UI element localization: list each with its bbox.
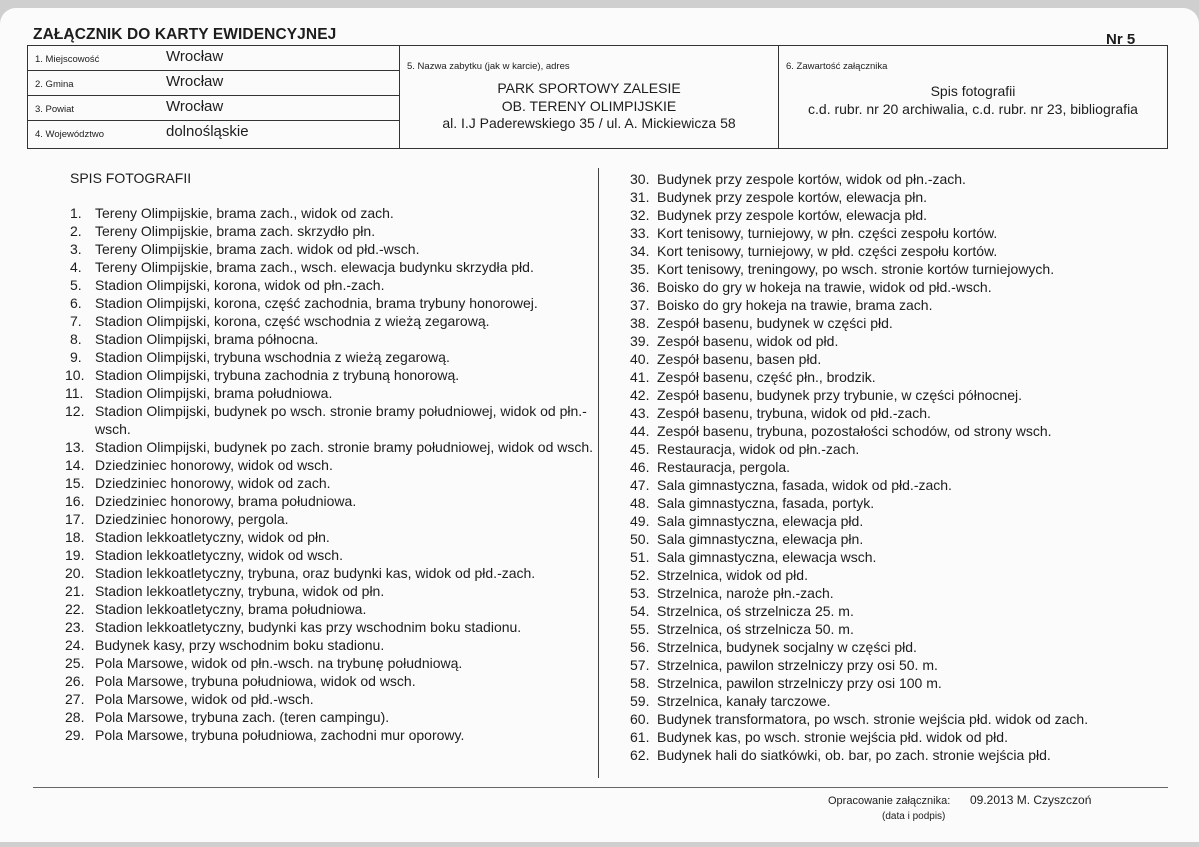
photo-number: 58. [630,675,650,691]
photo-description: Zespół basenu, budynek przy trybunie, w części północnej. [657,387,1022,403]
photo-description: Tereny Olimpijskie, brama zach., widok od zach. [95,205,394,221]
contents-line: Spis fotografii [930,83,1016,99]
photo-number: 44. [630,423,650,439]
field-label: 1. Miejscowość [35,54,100,65]
photo-list-item [632,530,1192,548]
photo-number: 48. [630,495,650,511]
photo-list-item [632,692,1192,710]
photo-description: Strzelnica, widok od płd. [657,567,808,583]
photo-description: Dziedziniec honorowy, widok od zach. [95,475,331,491]
photo-number: 3. [70,241,82,257]
photo-description: Tereny Olimpijskie, brama zach. widok od płd.-wsch. [95,241,420,257]
photo-list-item [632,746,1192,764]
field-commune [28,71,399,96]
photo-list-item [70,294,595,312]
photo-list-item [632,674,1192,692]
photo-number: 15. [65,475,85,491]
photo-number: 53. [630,585,650,601]
photo-description: Stadion Olimpijski, brama północna. [95,331,319,347]
photo-number: 47. [630,477,650,493]
photo-list-item [632,314,1192,332]
photo-list-item [65,438,595,456]
photo-list-item [632,602,1192,620]
photo-number: 60. [630,711,650,727]
photo-list-item [632,710,1192,728]
field-locality [28,46,399,71]
photo-description: Zespół basenu, część płn., brodzik. [657,369,876,385]
photo-description: Zespół basenu, basen płd. [657,351,822,367]
prepared-value: 09.2013 M. Czyszczoń [970,793,1092,807]
photo-description: Zespół basenu, trybuna, pozostałości schodów, od strony wsch. [657,423,1052,439]
photo-description: Strzelnica, oś strzelnicza 50. m. [657,621,854,637]
photo-list-item [70,258,595,276]
photo-number: 55. [630,621,650,637]
photo-number: 35. [630,261,650,277]
photo-list-item [632,422,1192,440]
photo-description: Zespół basenu, trybuna, widok od płd.-zach. [657,405,931,421]
photo-list-left [65,204,595,744]
photo-number: 49. [630,513,650,529]
header-table [27,45,1168,149]
photo-list-item [70,276,595,294]
photo-list-item [70,222,595,240]
photo-list-item [65,582,595,600]
photo-description: Stadion lekkoatletyczny, trybuna, oraz budynki kas, widok od płd.-zach. [95,565,536,581]
photo-number: 36. [630,279,650,295]
photo-number: 14. [65,457,85,473]
photo-number: 1. [70,205,82,221]
field-value: Wrocław [166,73,224,90]
photo-list-item [65,654,595,672]
photo-description: Sala gimnastyczna, elewacja płn. [657,531,864,547]
photo-description: Budynek hali do siatkówki, ob. bar, po zach. stronie wejścia płd. [657,747,1051,763]
photo-number: 10. [65,367,85,383]
photo-description: Budynek przy zespole kortów, elewacja płd. [657,207,928,223]
photo-description: Sala gimnastyczna, fasada, widok od płd.-zach. [657,477,952,493]
photo-description: Budynek przy zespole kortów, elewacja płn. [657,189,928,205]
photo-description: Stadion Olimpijski, korona, widok od płn.-zach. [95,277,385,293]
photo-number: 18. [65,529,85,545]
photo-list-item [632,386,1192,404]
photo-list-item [632,656,1192,674]
monument-address: al. I.J Paderewskiego 35 / ul. A. Mickiewicza 58 [442,115,736,131]
photo-list-item [632,620,1192,638]
photo-description: Tereny Olimpijskie, brama zach., wsch. elewacja budynku skrzydła płd. [95,259,534,275]
photo-description: Kort tenisowy, turniejowy, w płd. części zespołu kortów. [657,243,998,259]
contents-label: 6. Zawartość załącznika [786,61,888,72]
photo-description: Pola Marsowe, trybuna południowa, widok od wsch. [95,673,416,689]
photo-list-item [65,510,595,528]
photo-number: 51. [630,549,650,565]
photo-description: Strzelnica, kanały tarczowe. [657,693,831,709]
photo-number: 40. [630,351,650,367]
photo-list-item [70,330,595,348]
photo-number: 20. [65,565,85,581]
photo-number: 33. [630,225,650,241]
photo-list-item [65,474,595,492]
photo-description: Stadion lekkoatletyczny, budynki kas przy wschodnim boku stadionu. [95,619,522,635]
photo-list-item [632,242,1192,260]
photo-number: 6. [70,295,82,311]
field-value: dolnośląskie [166,123,249,140]
field-label: 4. Województwo [35,129,104,140]
photo-number: 61. [630,729,650,745]
attachment-card [0,8,1199,842]
photo-description: Pola Marsowe, trybuna zach. (teren campingu). [95,709,390,725]
field-county [28,96,399,121]
photo-number: 4. [70,259,82,275]
photo-description: Pola Marsowe, widok od płd.-wsch. [95,691,314,707]
list-heading: SPIS FOTOGRAFII [70,170,192,186]
photo-number: 23. [65,619,85,635]
photo-description: Restauracja, pergola. [657,459,791,475]
photo-number: 27. [65,691,85,707]
photo-list-item [65,456,595,474]
contents-text [779,83,1167,118]
photo-description: Zespół basenu, widok od płd. [657,333,839,349]
photo-description: Strzelnica, pawilon strzelniczy przy osi 100 m. [657,675,942,691]
photo-number: 5. [70,277,82,293]
photo-description: Stadion lekkoatletyczny, widok od płn. [95,529,330,545]
photo-description: Pola Marsowe, widok od płn.-wsch. na trybunę południową. [95,655,463,671]
photo-list-item [70,348,595,366]
document-title: ZAŁĄCZNIK DO KARTY EWIDENCYJNEJ [33,26,337,43]
photo-list-item [65,402,595,438]
photo-number: 11. [65,385,84,401]
photo-list-item [632,458,1192,476]
photo-number: 37. [630,297,650,313]
photo-list-item [632,188,1192,206]
photo-list-item [70,312,595,330]
photo-number: 34. [630,243,650,259]
photo-number: 42. [630,387,650,403]
photo-number: 9. [70,349,82,365]
photo-description: Sala gimnastyczna, elewacja płd. [657,513,864,529]
photo-description: Stadion lekkoatletyczny, brama południowa. [95,601,367,617]
photo-number: 13. [65,439,85,455]
field-voivodeship [28,121,399,146]
photo-description: Dziedziniec honorowy, brama południowa. [95,493,357,509]
photo-description: Strzelnica, pawilon strzelniczy przy osi 50. m. [657,657,938,673]
photo-list-item [632,206,1192,224]
photo-number: 31. [630,189,650,205]
field-value: Wrocław [166,98,224,115]
photo-number: 16. [65,493,85,509]
photo-number: 22. [65,601,85,617]
photo-number: 62. [630,747,650,763]
photo-description: Stadion Olimpijski, korona, część zachodnia, brama trybuny honorowej. [95,295,538,311]
photo-list-item [70,204,595,222]
photo-list-right [632,170,1192,764]
photo-list-item [70,240,595,258]
photo-number: 30. [630,171,650,187]
photo-list-item [65,690,595,708]
photo-description: Dziedziniec honorowy, widok od wsch. [95,457,333,473]
photo-number: 28. [65,709,85,725]
column-divider [598,168,599,778]
photo-description: Budynek kas, po wsch. stronie wejścia płd. widok od płd. [657,729,1008,745]
photo-number: 32. [630,207,650,223]
photo-description: Stadion lekkoatletyczny, trybuna, widok od płn. [95,583,385,599]
photo-list-item [65,528,595,546]
photo-list-item [65,492,595,510]
field-label: 2. Gmina [35,79,74,90]
prepared-label: Opracowanie załącznika: [828,795,951,807]
photo-list-item [632,494,1192,512]
photo-list-item [632,368,1192,386]
photo-description: Stadion Olimpijski, brama południowa. [95,385,333,401]
photo-number: 7. [70,313,82,329]
photo-number: 50. [630,531,650,547]
photo-description: Dziedziniec honorowy, pergola. [95,511,289,527]
photo-number: 41. [630,369,650,385]
photo-number: 52. [630,567,650,583]
photo-number: 45. [630,441,650,457]
photo-description: Stadion Olimpijski, trybuna wschodnia z wieżą zegarową. [95,349,450,365]
photo-list-item [632,260,1192,278]
field-value: Wrocław [166,48,224,65]
photo-description: Sala gimnastyczna, elewacja wsch. [657,549,877,565]
photo-list-item [65,546,595,564]
photo-list-item [65,726,595,744]
photo-list-item [632,332,1192,350]
photo-list-item [632,296,1192,314]
monument-line: OB. TERENY OLIMPIJSKIE [501,97,677,114]
photo-description: Zespół basenu, budynek w części płd. [657,315,893,331]
photo-description: Strzelnica, oś strzelnicza 25. m. [657,603,854,619]
photo-description: Stadion Olimpijski, korona, część wschodnia z wieżą zegarową. [95,313,490,329]
photo-number: 46. [630,459,650,475]
photo-number: 24. [65,637,85,653]
photo-description: Stadion lekkoatletyczny, widok od wsch. [95,547,343,563]
photo-number: 57. [630,657,650,673]
photo-number: 43. [630,405,650,421]
photo-description: Sala gimnastyczna, fasada, portyk. [657,495,875,511]
photo-description: Strzelnica, budynek socjalny w części płd. [657,639,917,655]
photo-description: Stadion Olimpijski, budynek po zach. stronie bramy południowej, widok od wsch. [95,439,594,455]
photo-description: Budynek przy zespole kortów, widok od płn.-zach. [657,171,966,187]
photo-list-item [65,366,595,384]
photo-number: 38. [630,315,650,331]
date-signature-label: (data i podpis) [882,811,946,822]
photo-number: 19. [65,547,85,563]
photo-list-item [632,404,1192,422]
photo-number: 2. [70,223,82,239]
photo-list-item [632,512,1192,530]
photo-description: Budynek kasy, przy wschodnim boku stadionu. [95,637,385,653]
photo-description: Budynek transformatora, po wsch. stronie wejścia płd. widok od zach. [657,711,1089,727]
photo-number: 26. [65,673,85,689]
location-fields [28,46,400,148]
photo-list-item [632,170,1192,188]
photo-number: 54. [630,603,650,619]
photo-list-item [65,600,595,618]
photo-list-item [65,672,595,690]
photo-list-item [632,584,1192,602]
photo-description: Boisko do gry w hokeja na trawie, widok od płd.-wsch. [657,279,992,295]
photo-list-item [632,476,1192,494]
footer-divider [33,787,1168,788]
photo-list-item [632,566,1192,584]
photo-number: 39. [630,333,650,349]
photo-description: Pola Marsowe, trybuna południowa, zachodni mur oporowy. [95,727,465,743]
photo-description: Tereny Olimpijskie, brama zach. skrzydło płn. [95,223,376,239]
photo-description: Restauracja, widok od płn.-zach. [657,441,860,457]
monument-label: 5. Nazwa zabytku (jak w karcie), adres [407,61,570,72]
monument-line: PARK SPORTOWY ZALESIE [497,80,681,96]
photo-list-item [632,224,1192,242]
photo-list-item [65,564,595,582]
photo-number: 8. [70,331,82,347]
photo-number: 21. [65,583,85,599]
photo-description: Strzelnica, naroże płn.-zach. [657,585,834,601]
photo-description: Boisko do gry hokeja na trawie, brama zach. [657,297,933,313]
photo-list-item [65,708,595,726]
photo-list-item [632,440,1192,458]
photo-list-item [632,728,1192,746]
photo-number: 17. [65,511,85,527]
photo-description: Kort tenisowy, turniejowy, w płn. części zespołu kortów. [657,225,998,241]
photo-number: 59. [630,693,650,709]
photo-list-item [65,636,595,654]
photo-number: 29. [65,727,85,743]
photo-list-item [632,638,1192,656]
photo-list-item [632,548,1192,566]
photo-number: 25. [65,655,85,671]
contents-line: c.d. rubr. nr 20 archiwalia, c.d. rubr. nr 23, bibliografia [808,100,1138,117]
attachment-number: Nr 5 [1106,31,1136,48]
photo-description: Stadion Olimpijski, trybuna zachodnia z trybuną honorową. [95,367,460,383]
monument-name [400,80,778,133]
photo-list-item [65,618,595,636]
photo-list-item [632,350,1192,368]
field-label: 3. Powiat [35,104,75,115]
photo-list-item [632,278,1192,296]
contents-cell [779,46,1167,148]
photo-list-item [65,384,595,402]
photo-description: Stadion Olimpijski, budynek po wsch. stronie bramy południowej, widok od płn.-wsch. [95,403,587,437]
photo-description: Kort tenisowy, treningowy, po wsch. stronie kortów turniejowych. [657,261,1055,277]
photo-number: 56. [630,639,650,655]
monument-name-cell [400,46,779,148]
photo-number: 12. [65,403,85,419]
